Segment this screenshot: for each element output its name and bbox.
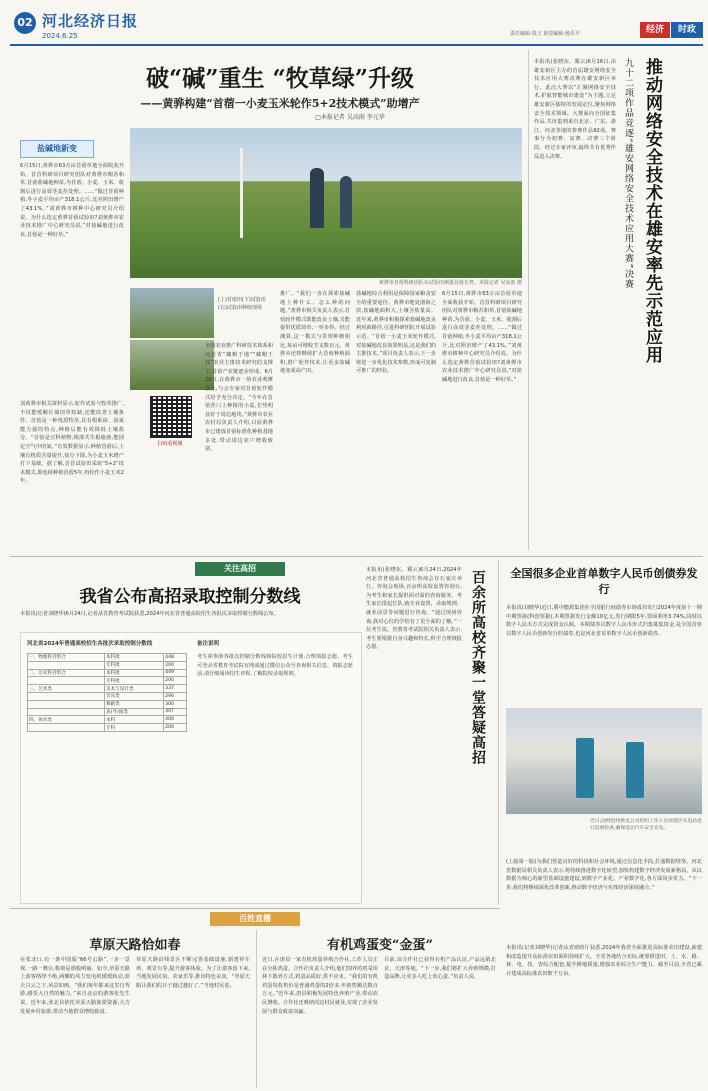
bottom-left-body: 在张北口,有一条中国版“66号公路”,一步一景观,一路一舞台,称境是那般明丽。如今,草原天路上游客络绎不绝,两侧的风力发电机缓缓转动,蓝天白云之下,风景如画。“我们每年都来这里自驾游,感受大自然的魅力。”来自北京的游客张先生说。近年来,张北县依托草原天路旅游资源,大力发展乡村旅游,带动当地群众增收致富。 [20, 957, 130, 1015]
lead-photo-caption: 黄骅市苜蓿科研团队在试验田测量苜蓿长势。本报记者 吴高雨 摄 [378, 280, 522, 286]
qr-code[interactable] [150, 396, 192, 438]
bottom-left-col2: 草原天路沿线景区不断完善基础设施,新建停车场、观景台等,提升游客体验。为了让游客留下来,当地发展民宿、农家乐等,推出特色美食。“草原天路让我们的日子越过越好了。”当地村民说。 [136, 957, 250, 989]
lead-col-5: 盐碱地综合利用是保障国家粮食安全的重要途径。黄骅市地处渤海之滨,盐碱地面积大,土壤含盐量高。近年来,黄骅市积极探索盐碱地改良利用新路径,引进科研团队开展试验示范。“苜蓿一小麦玉米轮作模式,对盐碱地改良效果明显,这是我们的主推技术。”项目负责人表示,下一步将进一步优化技术参数,形成可复制可推广的经验。 [356, 291, 436, 375]
rmb-headline: 全国很多企业首单数字人民币创债券发行 [510, 567, 698, 596]
bottom-right-headline: 有机鸡蛋变“金蛋” [327, 938, 433, 953]
paper-name: 河北经济日报 [42, 12, 139, 30]
tag-politics[interactable]: 时政 [671, 22, 703, 38]
section-divider [10, 556, 703, 557]
small-photo-2 [130, 340, 214, 390]
lead-col-3: 全国农业推广科研技术体系和河北省“藏粮于地”“藏粮于技”农业主推技术研究的支撑下,苜蓿产业链逐步形成。6月20日,在黄骅市一场农业观摩会上,与会专家对苜蓿轮作模式给予充分肯定。“今年在苜蓿茬口上种植的小麦,长势明显好于周边地块。”黄骅市农业农村局负责人介绍,目前黄骅市已建成苜蓿标准化种植基地多处,带动周边农户增收致富。 [205, 343, 273, 453]
section-label-saline: 盐碱地新变 [20, 140, 94, 158]
exam-score-table [27, 653, 187, 732]
exam-table-title: 河北省2024年普通高校招生各批次录取控制分数线 [27, 641, 153, 647]
table-row: 一、物理科目组合 本科批 448 [28, 654, 187, 662]
table-row: 四、体育类 本科 400 [28, 716, 187, 724]
caption-line-2: (右)试验田种植现场 [218, 305, 262, 311]
exam-side-headline: 百余所高校齐聚一堂答疑高招 [470, 570, 486, 765]
table-row: 二、历史科目组合 本科批 449 [28, 669, 187, 677]
rmb-body: 本报讯(刘晓华)近日,冀中能源集团在全国银行间债券市场成功发行2024年度第十一期中期票据(科创票据),本期票据发行金额10亿元,发行期限5年,票面利率3.74%,同时以数字人民币方式完成资金认购。本期债券以数字人民币形式归集募集资金,是全国首单以数字人民币创新发行的债券,也是河北省首单数字人民币创新债券。 [506, 605, 702, 637]
exam-right-divider [498, 560, 499, 905]
bottom-far-right-body: 本报讯(记者刘晓华)记者从省财政厅获悉,2024年我省全面推进高标准农田建设,新建和改造提升高标准农田面积持续扩大。全省各地结合实际,统筹推进田、土、水、路、林、电、技、管综合配套,提升耕地质量,增强农业综合生产能力。截至目前,全省已累计建成高标准农田数千万亩。 [506, 945, 702, 977]
right-divider [528, 50, 529, 550]
tag-economy[interactable]: 经济 [640, 22, 670, 38]
bottom-right-body: 近日,在唐县一家有机鸡蛋养殖合作社,工作人员正在分拣鸡蛋。合作社负责人介绍,他们饲养的鸡采用林下散养方式,鸡蛋品质好,供不应求。“我们的有机鸡蛋每枚售价是普通鸡蛋的2倍多,年销售额达数百万元。”近年来,唐县积极发展特色养殖产业,带动农民增收。合作社还吸纳周边村民就业,实现了企业发展与群众致富双赢。 [262, 957, 378, 1015]
caption-line-1: (上)苜蓿田(下)试验田 [218, 297, 266, 303]
exam-headline: 我省公布高招录取控制分数线 [79, 587, 301, 607]
photo-figure [340, 176, 352, 228]
table-row: 舞蹈类 300 [28, 700, 187, 708]
lead-subtitle: ——黄骅构建“首蓿一小麦玉米轮作5+2技术模式”助增产 [140, 97, 420, 110]
section-label-exam: 关注高招 [195, 562, 285, 576]
rmb-col: (上接第一版)为我们营造良好的科技和社会环境,通过信息化手段,打通数据壁垒。河北省数据局相关负责人表示,将持续推进数字化转型,加快构建数字经济发展新格局。从以数据为核心的新型基础设施建设,到数字产业化、产业数字化,各方面同步发力。“下一步,我们将继续深化改革创新,推动数字经济与实体经济深度融合。” [506, 859, 702, 891]
lead-col-1: 6月15日,黄骅市63万亩苜蓿草地全面收获开始。首苜科研项目研究团队对黄骅市粮苏和草,苜蓿盐碱地种苗,为苜蓿、小麦、玉米、收割后进行高效茎麦茬处理。……“做过苜蓿种植,冬小麦平均亩产318.1公斤,比对照田增产了43.1%。”刘黄骅市耕种中心研究员介绍说。为什么选定黄骅苜蓿试验田?刘黄骅市农业技术推广中心研究员说,“对盐碱地进行改良,苜蓿是一种好草。” [20, 163, 124, 238]
masthead [0, 0, 708, 52]
bottom-divider [10, 908, 500, 909]
editor-line: 责任编辑:钱玉 视觉编辑:杨乐平 [510, 31, 580, 37]
charging-post [626, 742, 644, 798]
lead-byline: □本报记者 吴高雨 李元华 [315, 114, 385, 121]
small-photo-caption [218, 296, 288, 312]
bottom-left-headline: 草原天路恰如春 [89, 938, 181, 953]
page-number-badge: 02 [14, 12, 36, 34]
exam-notes-title: 备注说明 [197, 641, 220, 647]
lead-col-4: 推广。“我们一直在探索盐碱地上种什么、怎么种的问题。”黄骅市相关负责人表示,苜蓿轮作模式既能改良土壤,又能提供优质饲草,一举多得。经过测算,这一模式与常规种植相比,每亩可增收节支数百元。黄骅市还将继续扩大苜蓿种植面积,推广轮作技术,让更多盐碱地变成高产田。 [280, 291, 350, 375]
exam-side-body: 本报讯(张晓东、冀云)6月24日,2024年河北省普通高校招生咨询会在石家庄举行。咨询会现场,百余所高校设置咨询台,为考生和家长提供面对面的咨询服务。考生家长排起长队,就专业设置、录取规则、就业前景等问题进行咨询。“通过现场咨询,我对心仪的学校有了更全面的了解。”一位考生说。省教育考试院相关负责人表示,考生要根据自身兴趣和特长,科学合理填报志愿。 [366, 567, 462, 651]
table-row: 专科批 200 [28, 677, 187, 685]
issue-date: 2024.6.25 [42, 32, 78, 40]
qr-label: 扫码看视频 [157, 441, 183, 447]
exam-document-panel [20, 632, 362, 904]
section-label-live: 百姓直播 [210, 912, 300, 926]
right-headline-secondary: 九十二项作品竞逐“雄安网络安全技术应用大赛”决赛 [623, 58, 633, 290]
charging-post [576, 738, 594, 798]
masthead-rule [10, 44, 703, 46]
lead-photo [130, 128, 522, 278]
lead-col-6: 6月15日,黄骅市63万亩苜蓿草地全面收获开始。首苜科研项目研究团队对黄骅市粮苏和草,苜蓿盐碱地种苗,为苜蓿、小麦、玉米、收割后进行高效茎麦茬处理。……“做过苜蓿种植,冬小麦平均亩产318.1公斤,比对照田增产了43.1%。”刘黄骅市耕种中心研究员介绍说。为什么选定黄骅苜蓿试验田?刘黄骅市农业技术推广中心研究员说,“对盐碱地进行改良,苜蓿是一种好草。” [442, 291, 522, 383]
bottom-right-col2: 目前,该合作社已获得有机产品认证,产品远销北京、天津等地。“下一步,我们将扩大养殖规模,打造品牌,让更多人吃上放心蛋。”负责人说。 [384, 957, 496, 981]
exam-notes: 考生须参照各批次控制分数线和院校招生计划,合理填报志愿。考生可登录省教育考试院官网或通过微信公众号查询相关信息。填报志愿前,请仔细阅读招生章程,了解院校录取规则。 [197, 654, 353, 678]
table-row: 专科批 200 [28, 661, 187, 669]
rmb-photo-caption: 近日,国网沧州供电公司组织工作人员对辖区充电站进行巡视检查,确保电动汽车安全充电。 [590, 819, 702, 831]
lead-title: 破“碱”重生 “牧草绿”升级 [146, 65, 414, 92]
bottom-mid-divider [256, 930, 257, 1088]
table-row: 音乐类 290 [28, 692, 187, 700]
table-row: 三、艺术类 美术与设计类 337 [28, 685, 187, 693]
table-row: 表(导)演类 307 [28, 708, 187, 716]
lead-col-2: 刘黄骅市相关资料显示,轮作试验与牧草推广,不仅能缓解区域饲草短缺,还能改善土壤条件。首蓿是一种优质牧草,具有根系深、固氮能力强的特点,种植后能有效降低土壤盐分。“苜蓿是豆科植物,根部共生根瘤菌,能固定空气中的氮。”有效数据显示,种植苜蓿后,土壤有机质含量提升,盐分下降,为小麦玉米增产打下基础。据了解,首苜试验田采取“5+2”技术模式,即连续种植苜蓿5年,再轮作小麦玉米2年。 [20, 401, 124, 485]
photo-figure [310, 168, 324, 228]
right-col-1: 本报讯(张晓东、冀云)6月16日,由雄安新区主办的首届雄安网络安全技术应用大赛决赛在雄安新区举行。此次大赛以“汇聚网络安全技术,护航智能城市建设”为主题,立足雄安新区独特的发展定位,聚焦网络安全技术领域。大赛面向全国征集作品,共征集到来自北京、广东、浙江、河北等地的参赛作品92项。赛事分为初赛、复赛、决赛三个阶段。经过专家评审,最终共有优秀作品进入决赛。 [534, 59, 616, 160]
small-photo-1 [130, 288, 214, 338]
exam-lede: 本报讯(记者刘晓华)6月24日,记者从省教育考试院获悉,2024年河北省普通高校招生各批次录取控制分数线公布。 [20, 611, 279, 617]
right-headline-main: 推动网络安全技术在雄安率先示范应用 [642, 58, 662, 364]
photo-pole [240, 148, 243, 238]
rmb-photo [506, 708, 702, 814]
table-row: 专科 200 [28, 724, 187, 732]
